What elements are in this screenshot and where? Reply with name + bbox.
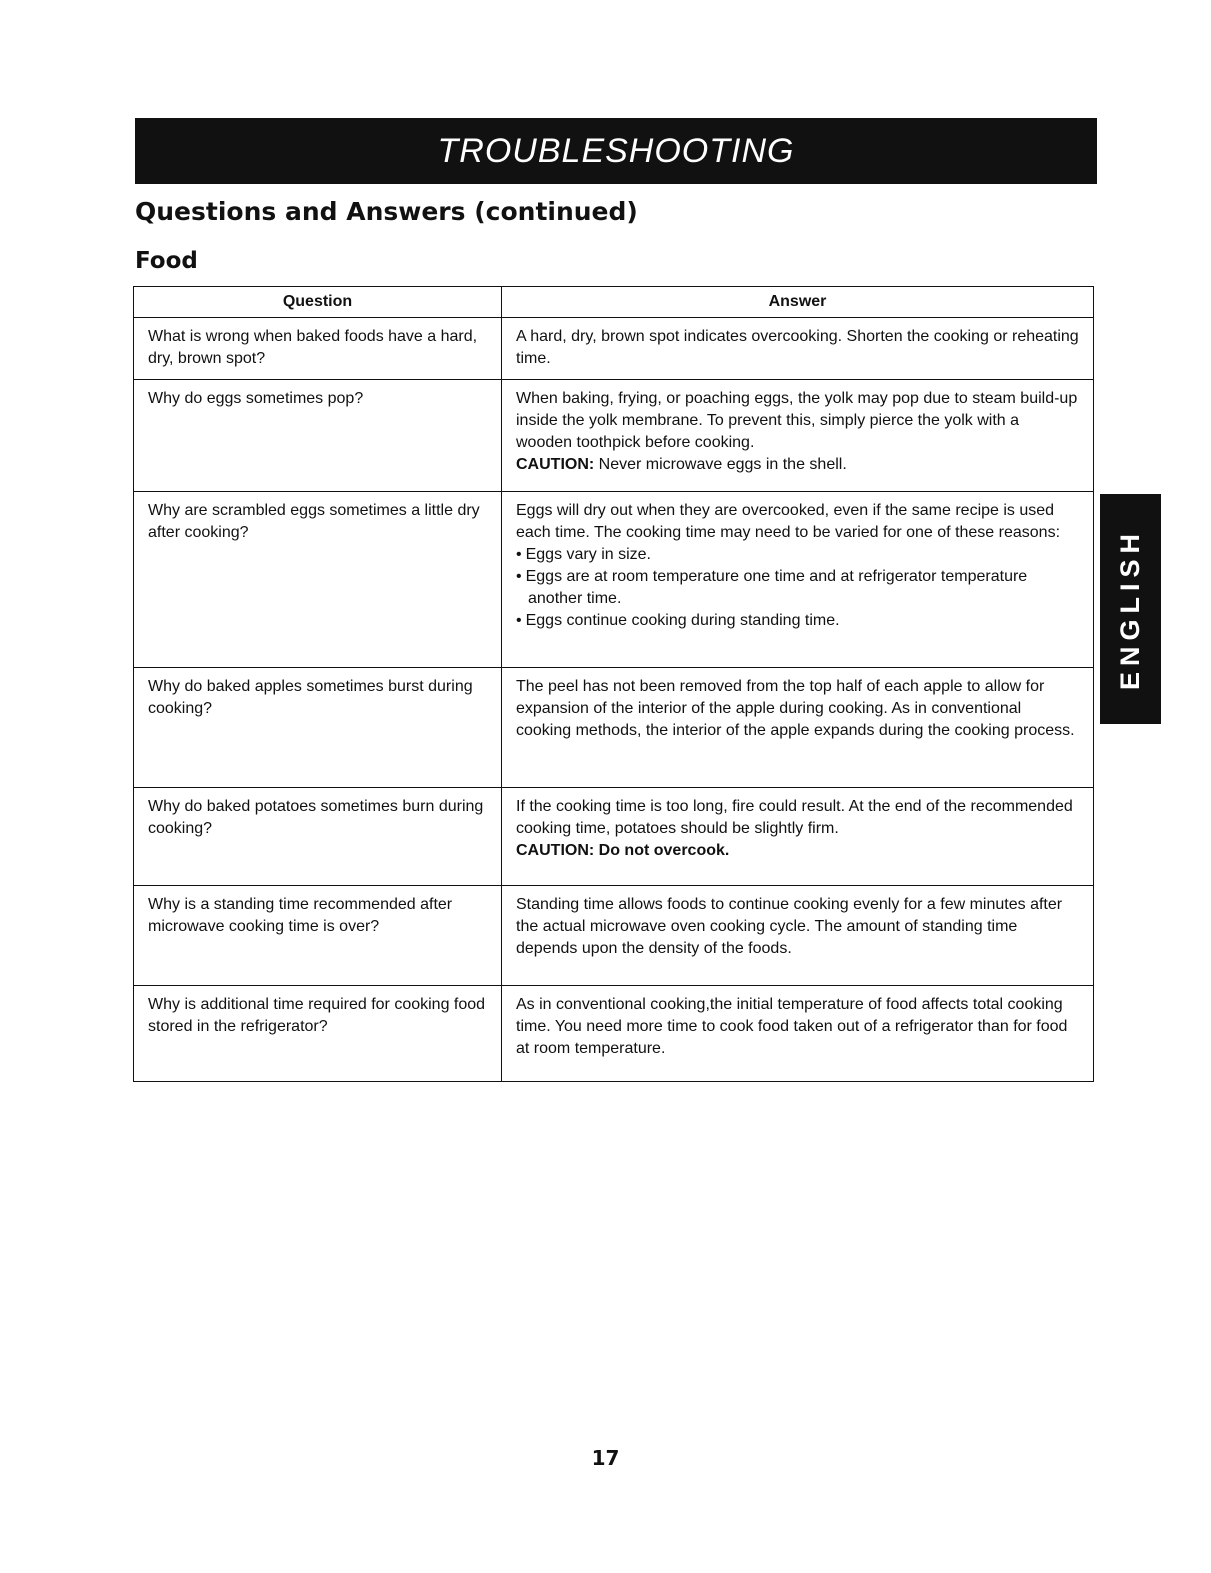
question-header: Question — [134, 287, 502, 318]
answer-cell — [502, 788, 1094, 886]
answer-text: The peel has not been removed from the top half of each apple to allow for expansion of the interior of the apple during cooking. As in conventional cooking methods, the interior of the apple expands during the cooking process. — [516, 678, 1075, 739]
caution-text: Never microwave eggs in the shell. — [594, 456, 847, 473]
answer-cell — [502, 886, 1094, 986]
troubleshooting-banner — [135, 118, 1097, 184]
banner-title: TROUBLESHOOTING — [437, 131, 795, 170]
page-number: 17 — [591, 1446, 620, 1470]
caution-label: CAUTION: — [516, 456, 595, 473]
list-item: • Eggs continue cooking during standing time. — [516, 610, 1079, 632]
language-tab-label: ENGLISH — [1115, 527, 1145, 690]
question-cell: Why do baked apples sometimes burst during cooking? — [134, 668, 502, 788]
caution-line — [516, 454, 1079, 476]
question-cell: What is wrong when baked foods have a hard, dry, brown spot? — [134, 318, 502, 380]
table-row — [134, 318, 1094, 380]
answer-text: Eggs will dry out when they are overcooked, even if the same recipe is used each time. The cooking time may need to be varied for one of these reasons: — [516, 502, 1061, 541]
table-row — [134, 788, 1094, 886]
list-item: • Eggs are at room temperature one time and at refrigerator temperature another time. — [516, 566, 1079, 610]
section-title: Questions and Answers (continued) — [135, 197, 638, 226]
answer-text: If the cooking time is too long, fire could result. At the end of the recommended cooking time, potatoes should be slightly firm. — [516, 798, 1073, 837]
reason-list — [516, 544, 1079, 632]
language-tab — [1100, 494, 1161, 724]
answer-cell — [502, 668, 1094, 788]
question-cell: Why do eggs sometimes pop? — [134, 380, 502, 492]
subsection-title: Food — [135, 248, 198, 274]
question-cell: Why is additional time required for cooking food stored in the refrigerator? — [134, 986, 502, 1082]
answer-cell — [502, 318, 1094, 380]
answer-text: Standing time allows foods to continue cooking evenly for a few minutes after the actual microwave oven cooking cycle. The amount of standing time depends upon the density of the foods. — [516, 896, 1063, 957]
table-row — [134, 668, 1094, 788]
table-row — [134, 986, 1094, 1082]
answer-cell — [502, 492, 1094, 668]
qa-table — [133, 286, 1094, 1082]
answer-text: When baking, frying, or poaching eggs, the yolk may pop due to steam build-up inside the yolk membrane. To prevent this, simply pierce the yolk with a wooden toothpick before cooking. — [516, 390, 1078, 451]
question-cell: Why do baked potatoes sometimes burn during cooking? — [134, 788, 502, 886]
answer-header: Answer — [502, 287, 1094, 318]
table-header-row — [134, 287, 1094, 318]
answer-text: As in conventional cooking,the initial temperature of food affects total cooking time. You need more time to cook food taken out of a refrigerator than for food at room temperature. — [516, 996, 1068, 1057]
caution-line: CAUTION: Do not overcook. — [516, 842, 730, 859]
table-row — [134, 380, 1094, 492]
question-cell: Why are scrambled eggs sometimes a little dry after cooking? — [134, 492, 502, 668]
table-row — [134, 886, 1094, 986]
answer-cell — [502, 986, 1094, 1082]
answer-text: A hard, dry, brown spot indicates overcooking. Shorten the cooking or reheating time. — [516, 328, 1079, 367]
answer-cell — [502, 380, 1094, 492]
list-item: • Eggs vary in size. — [516, 544, 1079, 566]
table-row — [134, 492, 1094, 668]
question-cell: Why is a standing time recommended after microwave cooking time is over? — [134, 886, 502, 986]
